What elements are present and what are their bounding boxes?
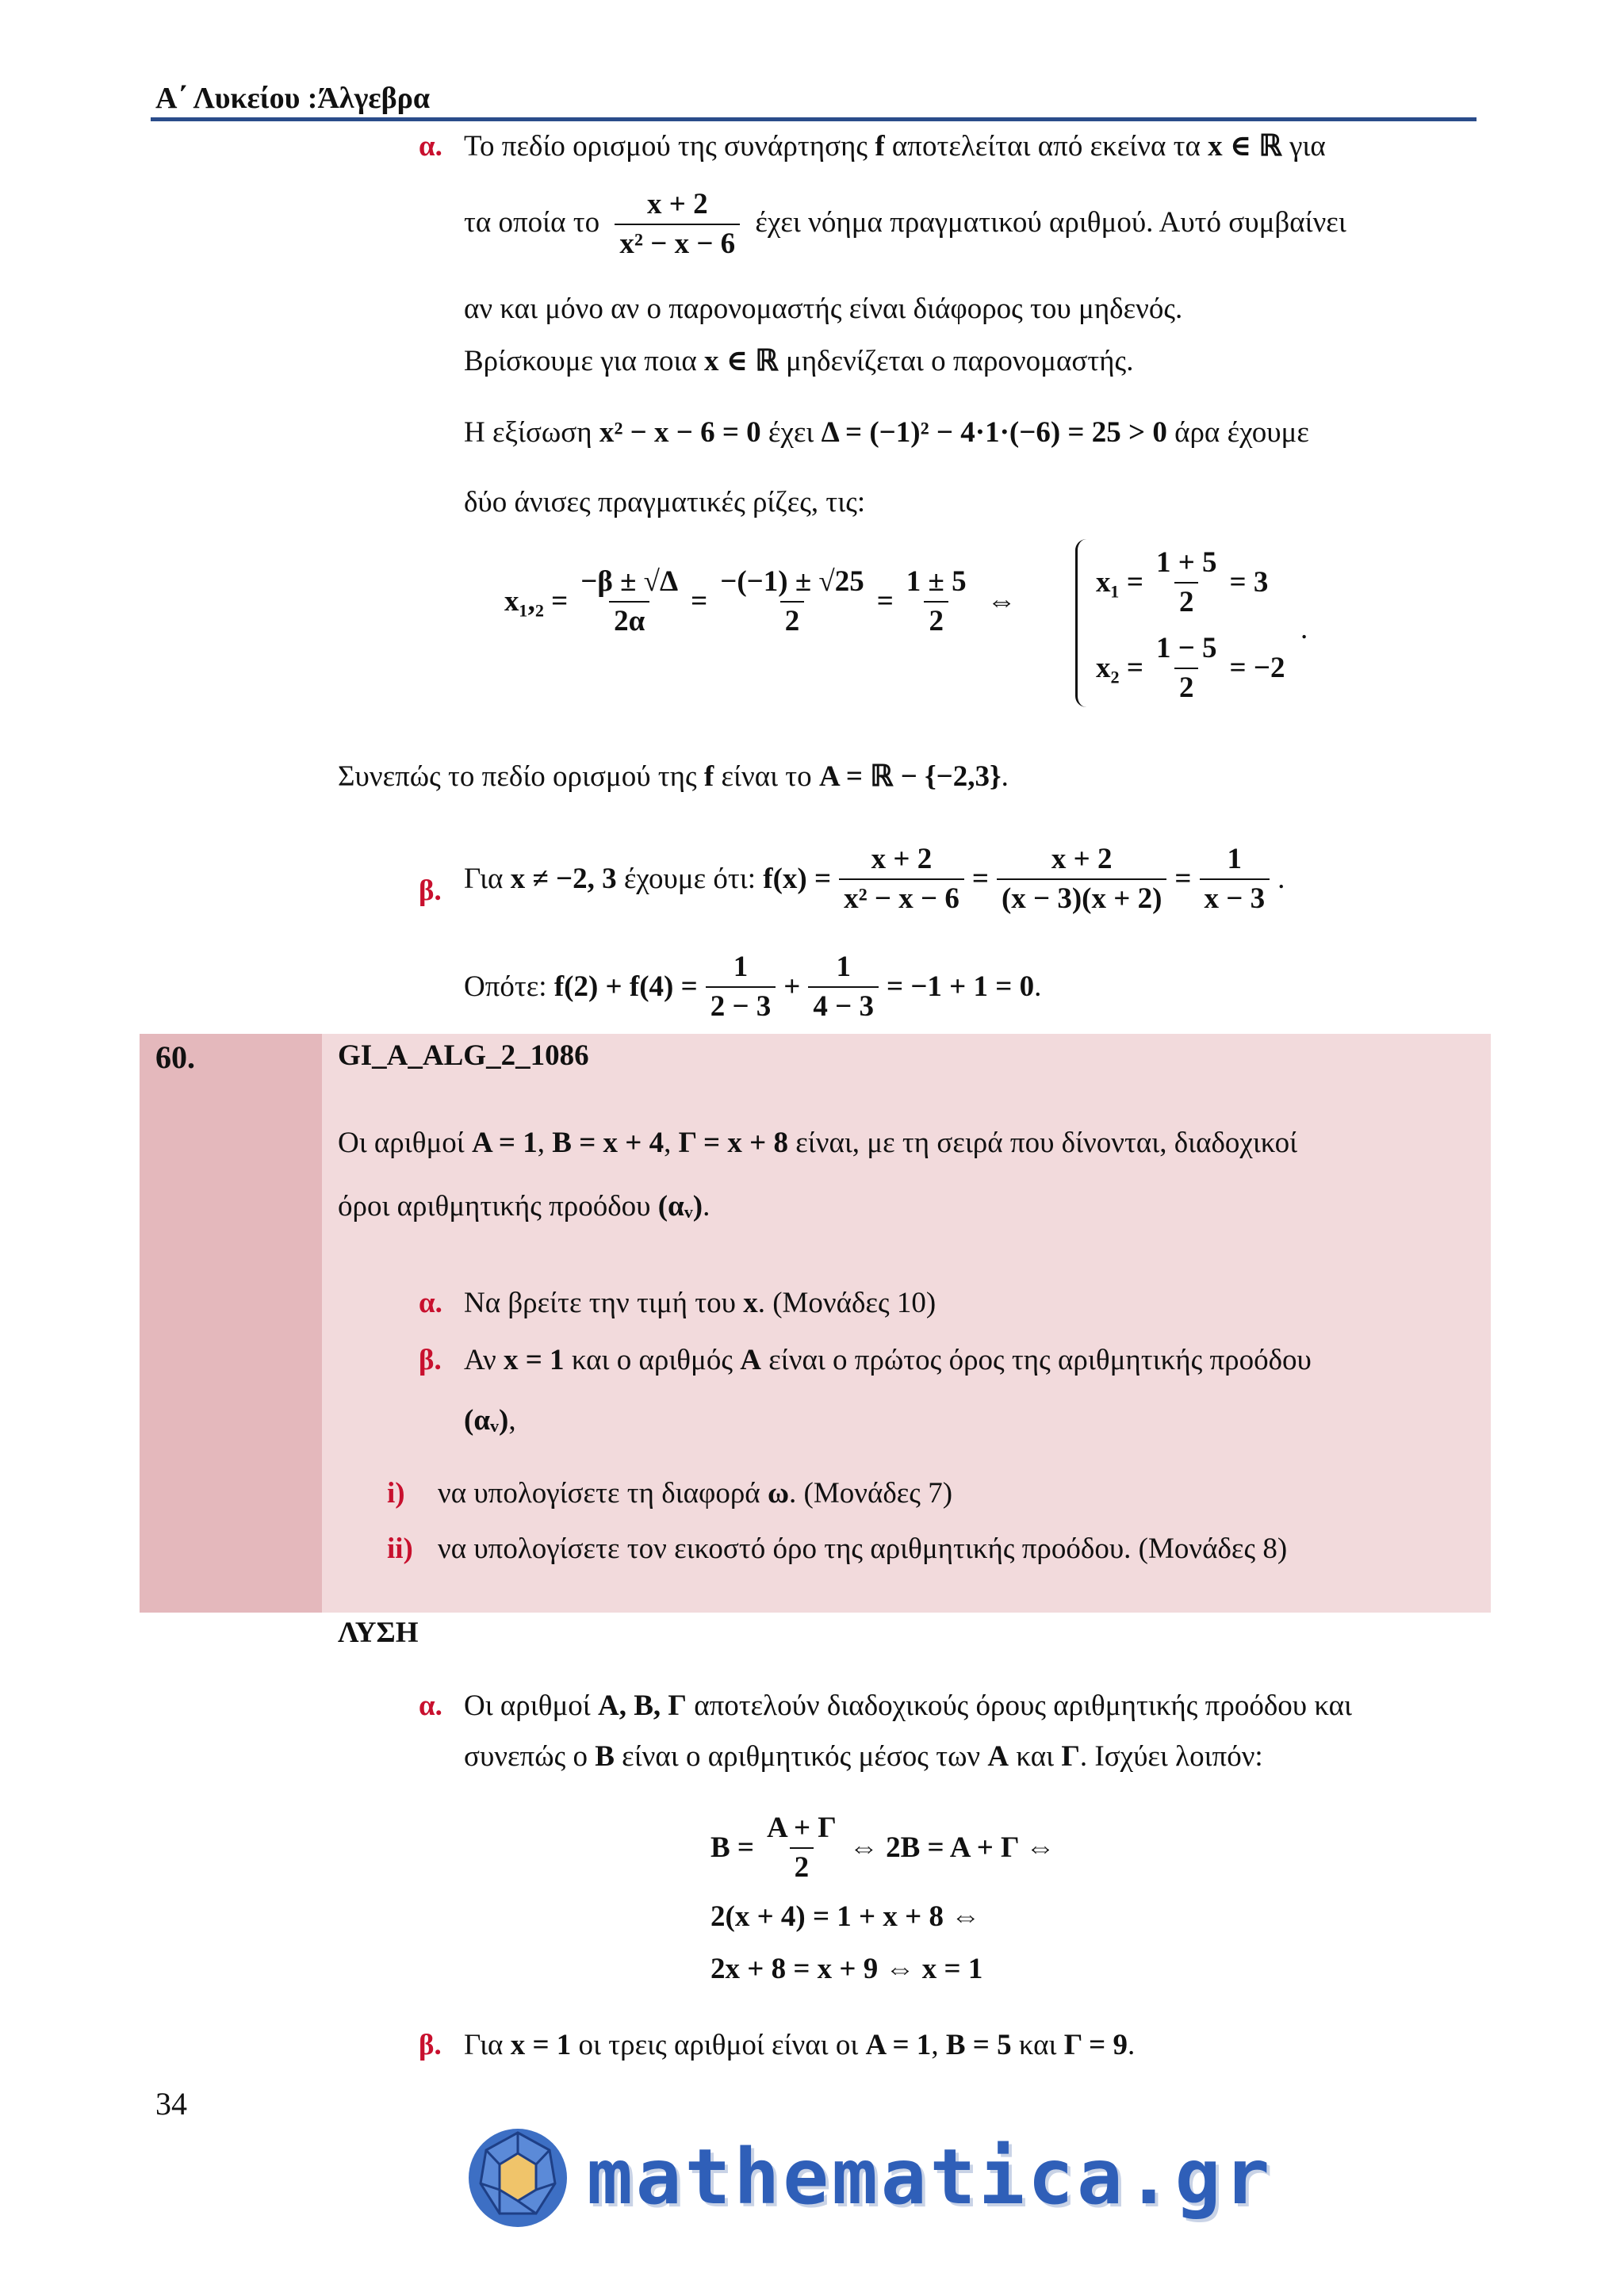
solution-b-line: Για x = 1 οι τρεις αριθμοί είναι οι A = 1, B = 5 και Γ = 9. — [464, 2029, 1136, 2061]
header-rule — [151, 117, 1477, 121]
part-a-line5: Η εξίσωση x² − x − 6 = 0 έχει Δ = (−1)² − 4·1·(−6) = 25 > 0 άρα έχουμε — [464, 416, 1309, 449]
exercise-line2: όροι αριθμητικής προόδου (αᵥ). — [338, 1190, 710, 1223]
part-a-line2: τα οποία το $\frac{x + 2}{\text{x² − x − 6}}$ έχει νόημα πραγματικού αριθμού. Αυτό συμβαίνει — [464, 187, 1346, 262]
solution-a-line1: Οι αριθμοί A, B, Γ αποτελούν διαδοχικούς όρους αριθμητικής προόδου και — [464, 1689, 1352, 1722]
page-number: 34 — [155, 2086, 187, 2122]
part-a-label: α. — [419, 130, 442, 163]
question-ii: να υπολογίσετε τον εικοστό όρο της αριθμητικής προόδου. (Μονάδες 8) — [438, 1533, 1288, 1565]
question-b-label: β. — [419, 1344, 442, 1376]
solution-a-label: α. — [419, 1689, 442, 1722]
part-b-label: β. — [419, 874, 442, 907]
part-a-line3: αν και μόνο αν ο παρονομαστής είναι διάφορος του μηδενός. — [464, 293, 1183, 325]
root-x1: x₁ = $\frac{1 + 5}{2}$ = 3 — [1096, 545, 1268, 621]
logo-icon — [466, 2126, 569, 2229]
question-a: Να βρείτε την τιμή του x. (Μονάδες 10) — [464, 1287, 936, 1319]
question-i-label: i) — [387, 1477, 405, 1510]
question-a-label: α. — [419, 1287, 442, 1319]
solution-title: ΛΥΣΗ — [338, 1617, 419, 1649]
solution-a-line2: συνεπώς ο B είναι ο αριθμητικός μέσος των A και Γ. Ισχύει λοιπόν: — [464, 1740, 1263, 1773]
solution-b-label: β. — [419, 2029, 442, 2061]
part-b-line2: Οπότε: f(2) + f(4) = $\frac{1}{2 - 3}$ + $\frac{1}{4 - 3}$ = −1 + 1 = 0 . — [464, 950, 1041, 1025]
fraction: $\frac{x + 2}{\text{x² − x − 6}}$ — [615, 187, 740, 262]
equation-1: B = $\frac{A + \Gamma}{2}$ ⇔ 2B = A + Γ ⇔ — [710, 1811, 1055, 1886]
logo-text: mathematica.gr — [587, 2133, 1274, 2221]
roots-formula: x₁,₂ = $\frac{-\beta \pm √\Delta}{2\alpha}$ = $\frac{-(-1) \pm √25}{2}$ = $\frac{1 \pm 5}{2}$ ⇔ — [504, 564, 1025, 640]
question-b-line1: Αν x = 1 και ο αριθμός A είναι ο πρώτος όρος της αριθμητικής προόδου — [464, 1344, 1312, 1376]
question-ii-label: ii) — [387, 1533, 413, 1565]
part-a-line4: Βρίσκουμε για ποια x ∈ ℝ μηδενίζεται ο παρονομαστής. — [464, 345, 1134, 377]
domain-conclusion: Συνεπώς το πεδίο ορισμού της f είναι το A = ℝ − {−2,3}. — [338, 760, 1009, 793]
exercise-number: 60. — [155, 1039, 195, 1075]
exercise-code: GI_A_ALG_2_1086 — [338, 1039, 589, 1072]
brace — [1075, 539, 1094, 707]
roots-period: . — [1300, 613, 1308, 645]
exercise-line1: Οι αριθμοί A = 1, B = x + 4, Γ = x + 8 είναι, με τη σειρά που δίνονται, διαδοχικοί — [338, 1127, 1298, 1159]
equation-2: 2(x + 4) = 1 + x + 8 ⇔ — [710, 1900, 981, 1933]
question-b-line2: (αᵥ), — [464, 1404, 516, 1437]
exercise-number-cell — [140, 1034, 322, 1613]
part-a-line1: Το πεδίο ορισμού της συνάρτησης f αποτελείται από εκείνα τα x ∈ ℝ για — [464, 130, 1326, 163]
running-header: Α΄ Λυκείου :Άλγεβρα — [155, 82, 431, 115]
part-a-line6: δύο άνισες πραγματικές ρίζες, τις: — [464, 486, 866, 519]
exercise-body-cell — [322, 1034, 1491, 1613]
part-b-line1: Για x ≠ −2, 3 έχουμε ότι: f(x) = $\frac{x + 2}{\text{x² − x − 6}}$ = $\frac{x + 2}{(x - 3)(x + 2)}$ = $\frac{1}{x - 3}$ . — [464, 842, 1285, 917]
question-i: να υπολογίσετε τη διαφορά ω. (Μονάδες 7) — [438, 1477, 953, 1510]
equation-3: 2x + 8 = x + 9 ⇔ x = 1 — [710, 1953, 983, 1985]
root-x2: x₂ = $\frac{1 - 5}{2}$ = −2 — [1096, 631, 1285, 706]
